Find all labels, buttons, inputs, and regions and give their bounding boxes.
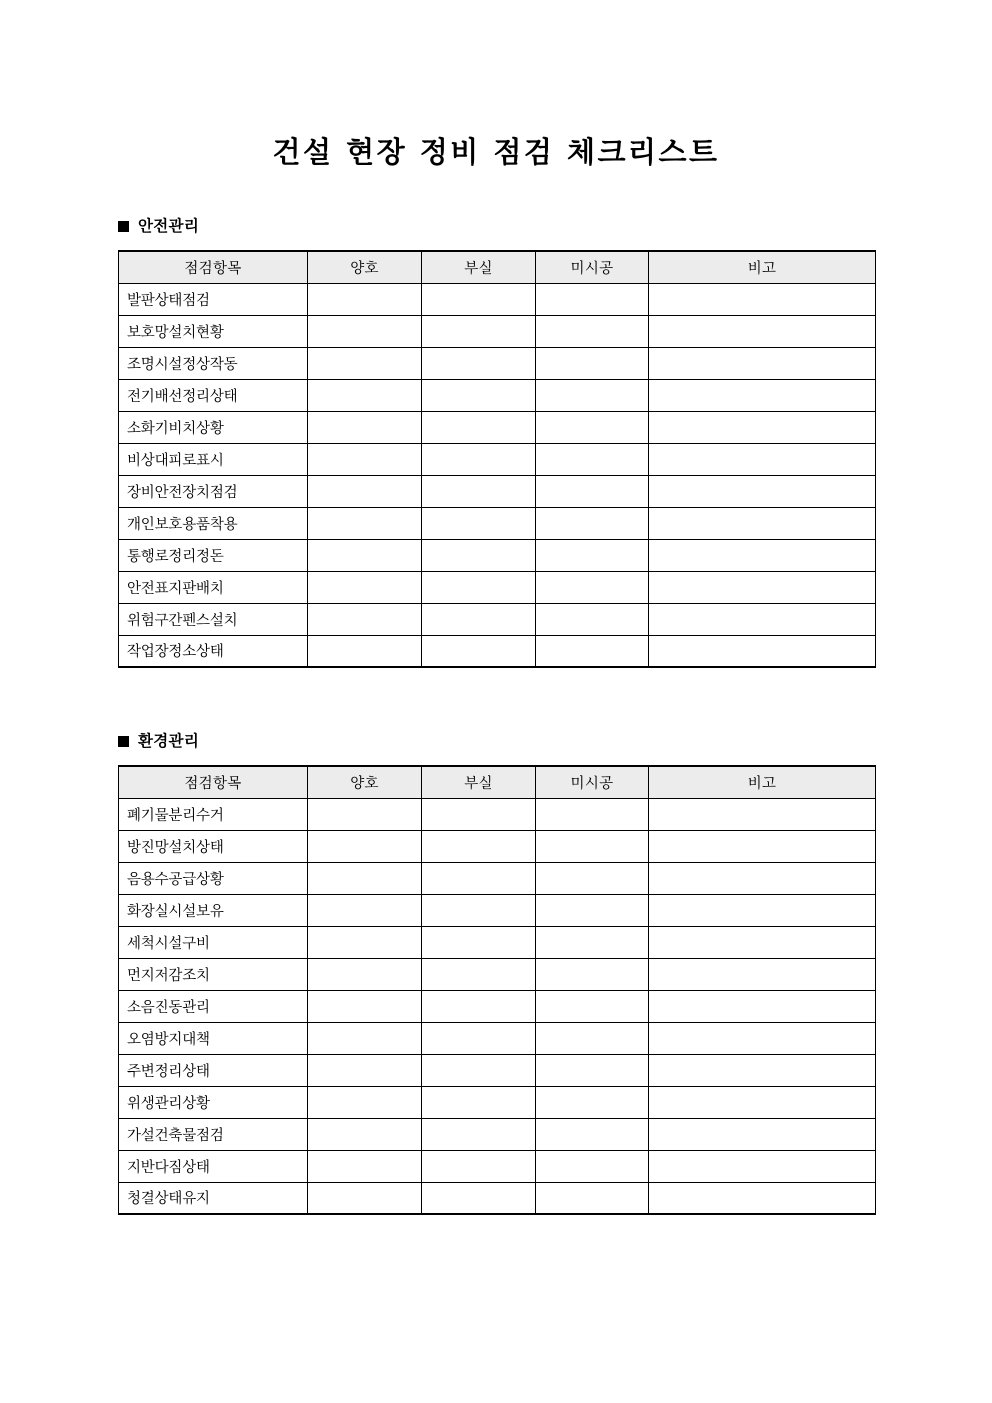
table-body-environment	[119, 798, 876, 1214]
inspection-item-label: 폐기물분리수거	[119, 798, 308, 830]
checkbox-cell-good[interactable]	[308, 1182, 422, 1214]
remark-cell[interactable]	[649, 315, 876, 347]
table-row	[119, 798, 876, 830]
inspection-item-label: 오염방지대책	[119, 1022, 308, 1054]
remark-cell[interactable]	[649, 603, 876, 635]
table-row	[119, 315, 876, 347]
checkbox-cell-good[interactable]	[308, 603, 422, 635]
table-body-safety	[119, 283, 876, 667]
checkbox-cell-poor[interactable]	[422, 443, 536, 475]
column-header-remark: 비고	[649, 251, 876, 283]
checkbox-cell-notdone[interactable]	[536, 315, 649, 347]
checkbox-cell-notdone[interactable]	[536, 539, 649, 571]
checkbox-cell-good[interactable]	[308, 990, 422, 1022]
checkbox-cell-good[interactable]	[308, 894, 422, 926]
checkbox-cell-notdone[interactable]	[536, 507, 649, 539]
inspection-item-label: 세척시설구비	[119, 926, 308, 958]
checkbox-cell-notdone[interactable]	[536, 926, 649, 958]
column-header-notdone: 미시공	[536, 766, 649, 798]
column-header-remark: 비고	[649, 766, 876, 798]
remark-cell[interactable]	[649, 894, 876, 926]
checkbox-cell-poor[interactable]	[422, 539, 536, 571]
inspection-item-label: 비상대피로표시	[119, 443, 308, 475]
checkbox-cell-notdone[interactable]	[536, 894, 649, 926]
checkbox-cell-poor[interactable]	[422, 926, 536, 958]
checkbox-cell-notdone[interactable]	[536, 571, 649, 603]
remark-cell[interactable]	[649, 958, 876, 990]
checkbox-cell-good[interactable]	[308, 347, 422, 379]
checklist-table-safety	[118, 250, 876, 668]
checkbox-cell-notdone[interactable]	[536, 635, 649, 667]
inspection-item-label: 조명시설정상작동	[119, 347, 308, 379]
checkbox-cell-poor[interactable]	[422, 990, 536, 1022]
checkbox-cell-good[interactable]	[308, 1022, 422, 1054]
remark-cell[interactable]	[649, 830, 876, 862]
table-row	[119, 862, 876, 894]
remark-cell[interactable]	[649, 1086, 876, 1118]
inspection-item-label: 보호망설치현황	[119, 315, 308, 347]
checkbox-cell-good[interactable]	[308, 315, 422, 347]
table-row	[119, 379, 876, 411]
table-row	[119, 830, 876, 862]
column-header-item: 점검항목	[119, 251, 308, 283]
checkbox-cell-good[interactable]	[308, 1118, 422, 1150]
remark-cell[interactable]	[649, 507, 876, 539]
table-row	[119, 1054, 876, 1086]
inspection-item-label: 장비안전장치점검	[119, 475, 308, 507]
square-bullet-icon	[118, 736, 129, 747]
checkbox-cell-poor[interactable]	[422, 894, 536, 926]
inspection-item-label: 작업장정소상태	[119, 635, 308, 667]
inspection-item-label: 먼지저감조치	[119, 958, 308, 990]
remark-cell[interactable]	[649, 990, 876, 1022]
remark-cell[interactable]	[649, 283, 876, 315]
checkbox-cell-good[interactable]	[308, 571, 422, 603]
checkbox-cell-poor[interactable]	[422, 475, 536, 507]
checkbox-cell-poor[interactable]	[422, 283, 536, 315]
inspection-item-label: 소음진동관리	[119, 990, 308, 1022]
checkbox-cell-notdone[interactable]	[536, 347, 649, 379]
checklist-table-environment	[118, 765, 876, 1215]
remark-cell[interactable]	[649, 862, 876, 894]
inspection-item-label: 안전표지판배치	[119, 571, 308, 603]
checkbox-cell-good[interactable]	[308, 475, 422, 507]
checkbox-cell-notdone[interactable]	[536, 1054, 649, 1086]
remark-cell[interactable]	[649, 926, 876, 958]
inspection-item-label: 개인보호용품착용	[119, 507, 308, 539]
table-row	[119, 635, 876, 667]
table-row	[119, 443, 876, 475]
table-row	[119, 958, 876, 990]
table-row	[119, 571, 876, 603]
checkbox-cell-notdone[interactable]	[536, 283, 649, 315]
checkbox-cell-poor[interactable]	[422, 1054, 536, 1086]
checkbox-cell-poor[interactable]	[422, 1150, 536, 1182]
checkbox-cell-poor[interactable]	[422, 635, 536, 667]
checkbox-cell-notdone[interactable]	[536, 411, 649, 443]
section-safety	[118, 216, 876, 668]
remark-cell[interactable]	[649, 443, 876, 475]
inspection-item-label: 위험구간펜스설치	[119, 603, 308, 635]
square-bullet-icon	[118, 221, 129, 232]
checkbox-cell-notdone[interactable]	[536, 1150, 649, 1182]
inspection-item-label: 청결상태유지	[119, 1182, 308, 1214]
remark-cell[interactable]	[649, 1118, 876, 1150]
table-row	[119, 539, 876, 571]
table-row	[119, 347, 876, 379]
inspection-item-label: 가설건축물점검	[119, 1118, 308, 1150]
inspection-item-label: 전기배선정리상태	[119, 379, 308, 411]
checkbox-cell-good[interactable]	[308, 411, 422, 443]
checkbox-cell-good[interactable]	[308, 539, 422, 571]
checkbox-cell-notdone[interactable]	[536, 958, 649, 990]
checkbox-cell-notdone[interactable]	[536, 1118, 649, 1150]
checkbox-cell-poor[interactable]	[422, 1022, 536, 1054]
remark-cell[interactable]	[649, 1150, 876, 1182]
checkbox-cell-poor[interactable]	[422, 958, 536, 990]
table-row	[119, 894, 876, 926]
remark-cell[interactable]	[649, 1054, 876, 1086]
checkbox-cell-notdone[interactable]	[536, 443, 649, 475]
checkbox-cell-poor[interactable]	[422, 1118, 536, 1150]
column-header-notdone: 미시공	[536, 251, 649, 283]
checkbox-cell-poor[interactable]	[422, 1182, 536, 1214]
checkbox-cell-good[interactable]	[308, 1054, 422, 1086]
table-row	[119, 603, 876, 635]
table-row	[119, 1022, 876, 1054]
inspection-item-label: 주변정리상태	[119, 1054, 308, 1086]
checkbox-cell-poor[interactable]	[422, 862, 536, 894]
checkbox-cell-poor[interactable]	[422, 507, 536, 539]
checkbox-cell-notdone[interactable]	[536, 379, 649, 411]
remark-cell[interactable]	[649, 347, 876, 379]
column-header-poor: 부실	[422, 251, 536, 283]
table-header-row	[119, 251, 876, 283]
checkbox-cell-notdone[interactable]	[536, 798, 649, 830]
remark-cell[interactable]	[649, 379, 876, 411]
checkbox-cell-notdone[interactable]	[536, 1022, 649, 1054]
checkbox-cell-good[interactable]	[308, 862, 422, 894]
page-title: 건설 현장 정비 점검 체크리스트	[272, 135, 720, 169]
section-title-environment: 환경관리	[138, 732, 200, 750]
checkbox-cell-notdone[interactable]	[536, 1182, 649, 1214]
inspection-item-label: 화장실시설보유	[119, 894, 308, 926]
table-row	[119, 507, 876, 539]
checkbox-cell-good[interactable]	[308, 1150, 422, 1182]
remark-cell[interactable]	[649, 1182, 876, 1214]
table-row	[119, 283, 876, 315]
table-header-row	[119, 766, 876, 798]
checkbox-cell-poor[interactable]	[422, 411, 536, 443]
inspection-item-label: 소화기비치상황	[119, 411, 308, 443]
column-header-good: 양호	[308, 251, 422, 283]
checkbox-cell-poor[interactable]	[422, 379, 536, 411]
remark-cell[interactable]	[649, 635, 876, 667]
checkbox-cell-notdone[interactable]	[536, 1086, 649, 1118]
checkbox-cell-good[interactable]	[308, 635, 422, 667]
section-heading-environment	[118, 731, 876, 751]
table-row	[119, 1150, 876, 1182]
column-header-item: 점검항목	[119, 766, 308, 798]
checkbox-cell-good[interactable]	[308, 958, 422, 990]
table-row	[119, 1086, 876, 1118]
remark-cell[interactable]	[649, 411, 876, 443]
checkbox-cell-good[interactable]	[308, 379, 422, 411]
checkbox-cell-good[interactable]	[308, 443, 422, 475]
inspection-item-label: 방진망설치상태	[119, 830, 308, 862]
table-row	[119, 475, 876, 507]
table-row	[119, 990, 876, 1022]
checkbox-cell-poor[interactable]	[422, 347, 536, 379]
checkbox-cell-notdone[interactable]	[536, 475, 649, 507]
checkbox-cell-good[interactable]	[308, 926, 422, 958]
checkbox-cell-notdone[interactable]	[536, 990, 649, 1022]
checkbox-cell-good[interactable]	[308, 507, 422, 539]
checkbox-cell-poor[interactable]	[422, 830, 536, 862]
checkbox-cell-poor[interactable]	[422, 571, 536, 603]
remark-cell[interactable]	[649, 1022, 876, 1054]
table-row	[119, 926, 876, 958]
remark-cell[interactable]	[649, 475, 876, 507]
checkbox-cell-notdone[interactable]	[536, 603, 649, 635]
column-header-poor: 부실	[422, 766, 536, 798]
checkbox-cell-good[interactable]	[308, 830, 422, 862]
checkbox-cell-notdone[interactable]	[536, 862, 649, 894]
inspection-item-label: 발판상태점검	[119, 283, 308, 315]
table-row	[119, 1182, 876, 1214]
remark-cell[interactable]	[649, 798, 876, 830]
inspection-item-label: 음용수공급상황	[119, 862, 308, 894]
checkbox-cell-poor[interactable]	[422, 798, 536, 830]
inspection-item-label: 통행로정리정돈	[119, 539, 308, 571]
column-header-good: 양호	[308, 766, 422, 798]
checkbox-cell-poor[interactable]	[422, 315, 536, 347]
inspection-item-label: 위생관리상황	[119, 1086, 308, 1118]
remark-cell[interactable]	[649, 539, 876, 571]
section-environment	[118, 731, 876, 1215]
checkbox-cell-good[interactable]	[308, 283, 422, 315]
table-row	[119, 1118, 876, 1150]
section-title-safety: 안전관리	[138, 217, 200, 235]
checkbox-cell-notdone[interactable]	[536, 830, 649, 862]
checkbox-cell-poor[interactable]	[422, 1086, 536, 1118]
checkbox-cell-good[interactable]	[308, 1086, 422, 1118]
inspection-item-label: 지반다짐상태	[119, 1150, 308, 1182]
checkbox-cell-poor[interactable]	[422, 603, 536, 635]
remark-cell[interactable]	[649, 571, 876, 603]
table-row	[119, 411, 876, 443]
checkbox-cell-good[interactable]	[308, 798, 422, 830]
section-heading-safety	[118, 216, 876, 236]
